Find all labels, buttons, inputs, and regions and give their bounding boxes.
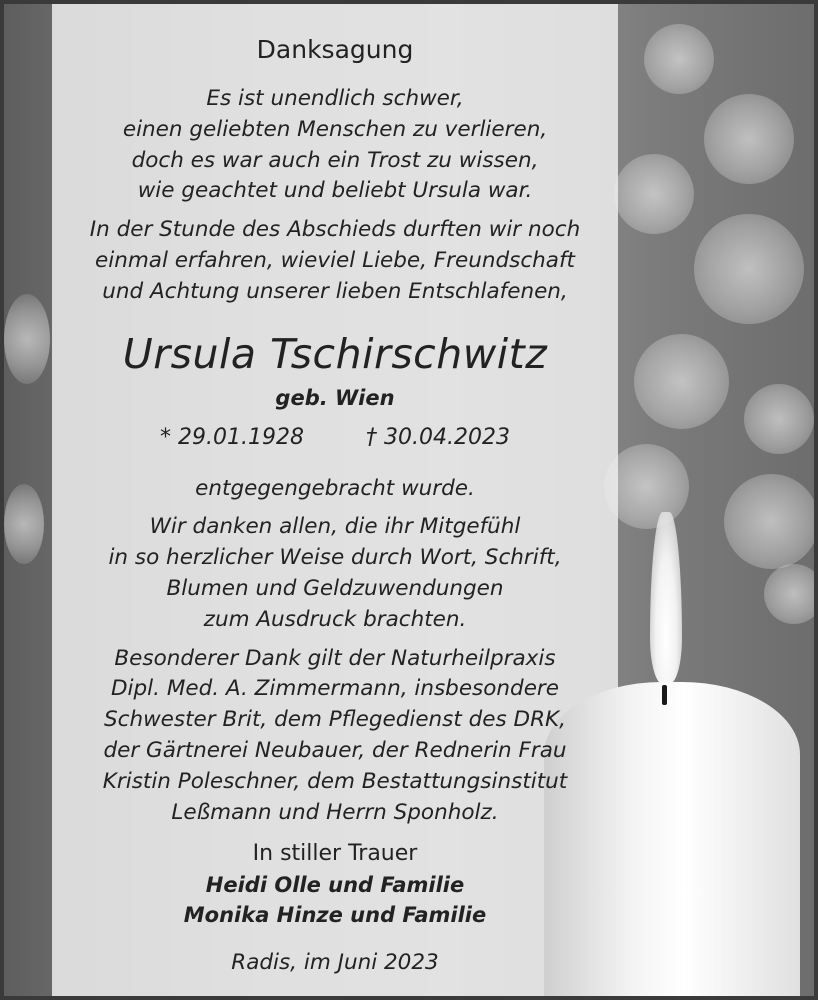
signoff: In stiller Trauer [252,841,418,867]
special-thanks-line: der Gärtnerei Neubauer, der Rednerin Frau [103,737,567,763]
bokeh-light [4,294,50,384]
special-thanks-line: Schwester Brit, dem Pflegedienst des DRK, [104,707,566,733]
bokeh-light [764,564,818,624]
bokeh-light [694,214,804,324]
farewell-paragraph [52,215,618,307]
bokeh-light [644,24,714,94]
bokeh-light [4,484,44,564]
obituary-text [52,4,618,978]
thanks-line: zum Ausdruck brachten. [203,606,467,632]
farewell-line: In der Stunde des Abschieds durften wir noch [89,217,581,243]
intro-line: Es ist unendlich schwer, [206,86,464,111]
mourner-family: Heidi Olle und Familie [205,873,465,898]
special-thanks-line: Leßmann und Herrn Sponholz. [171,799,499,825]
death-date: † 30.04.2023 [366,424,510,450]
life-dates [52,422,618,454]
farewell-line: und Achtung unserer lieben Entschlafenen, [102,278,568,304]
candle-wick [662,685,667,705]
intro-line: wie geachtet und beliebt Ursula war. [137,178,533,204]
birth-name: geb. Wien [275,385,395,410]
page-title: Danksagung [256,35,414,64]
bokeh-light [634,334,729,429]
intro-line: doch es war auch ein Trost zu wissen, [131,147,539,173]
intro-line: einen geliebten Menschen zu verlieren, [122,116,548,142]
bokeh-light [724,474,818,569]
mourner-family: Monika Hinze und Familie [183,903,487,928]
bokeh-light [744,384,814,454]
deceased-name: Ursula Tschirschwitz [122,329,548,378]
special-thanks-line: Besonderer Dank gilt der Naturheilpraxis [114,645,556,671]
thanks-line: Blumen und Geldzuwendungen [166,575,504,601]
thanks-line: in so herzlicher Weise durch Wort, Schrift, [108,545,562,571]
farewell-line: einmal erfahren, wieviel Liebe, Freundschaft [95,247,575,273]
birth-date: * 29.01.1928 [160,424,304,450]
place-date: Radis, im Juni 2023 [231,950,439,976]
bokeh-light [704,94,794,184]
special-thanks-paragraph [52,644,618,829]
thanks-paragraph [52,512,618,635]
bokeh-light [614,154,694,234]
received-line: entgegengebracht wurde. [195,475,475,501]
thanks-line: Wir danken allen, die ihr Mitgefühl [149,514,521,540]
candle-flame [650,512,682,684]
intro-paragraph [52,84,618,207]
special-thanks-line: Kristin Poleschner, dem Bestattungsinstitut [102,768,568,794]
special-thanks-line: Dipl. Med. A. Zimmermann, insbesondere [111,676,559,702]
